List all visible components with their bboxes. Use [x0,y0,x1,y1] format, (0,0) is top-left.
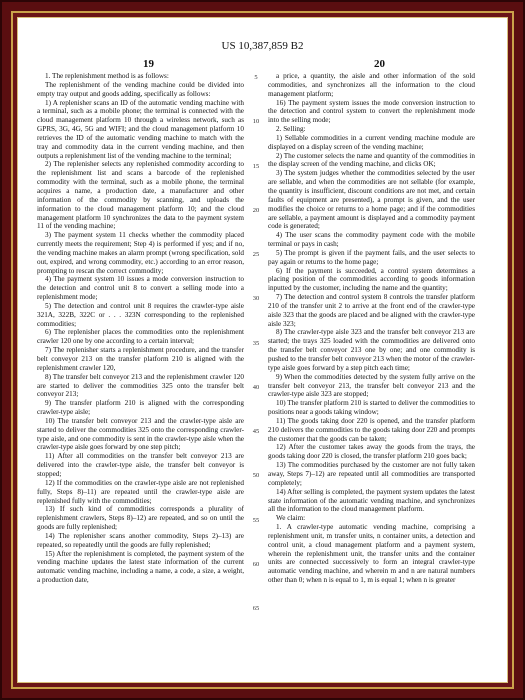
paragraph: 2) The replenisher selects any replenished commodity according to the replenishment list and scans a barcode of the replenished commodity with the terminal, such as a mobile phone, the terminal acquires a name, a production date, a manufacturer and other information of the commodity by scanning, and uploads the information to the cloud management platform 10; and the cloud management platform 10 synchronizes the data to the payment system 11 of the vending machine; [37,160,244,231]
paragraph: 6) The replenisher places the commodities onto the replenishment crawler 120 one by one according to a certain interval; [37,328,244,346]
paragraph: a price, a quantity, the aisle and other information of the sold commodities, and synchronizes all the information to the cloud management platform; [268,72,475,98]
paragraph: 6) If the payment is succeeded, a control system determines a placing position of the commodities according to goods information inputted by the customer, including the name and the quantity; [268,266,475,293]
paragraph: The replenishment of the vending machine could be divided into empty tray output and goods adding, specifically as follows: [37,80,244,98]
line-number: 20 [252,206,260,214]
line-number: 65 [252,605,260,612]
paragraph: 14) The replenisher scans another commodity, Steps 2)–13) are repeated, so repeatedly until the goods are fully replenished; [37,531,244,549]
paragraph: 12) After the customer takes away the goods from the trays, the goods taking door 220 is closed, the transfer platform 210 goes back; [268,443,475,461]
paragraph: 10) The transfer platform 210 is started to deliver the commodities to positions near a goods taking window; [268,399,475,417]
paragraph: 4) The payment system 10 issues a mode conversion instruction to the detection and control unit 8 to convert a selling mode into a replenishment mode; [37,275,244,302]
paragraph: 3) The system judges whether the commodities selected by the user are sellable, and when the commodities are not sellable (for example, the quantity is insufficient, discount conditions are not met, and certain faults of equipment are presented), a prompt is given, and the user modifies the choice or returns to a home page; and if the commodities are sellable, a payment amount is displayed and a commodity payment code is generated; [268,169,475,231]
paragraph: 2) The customer selects the name and quantity of the commodities in the display screen of the vending machine, and clicks OK; [268,151,475,169]
paragraph: 7) The detection and control system 8 controls the transfer platform 210 of the transfer unit 2 to arrive at the front end of the crawler-type aisle 323 that the goods are placed and be aligned with the crawler-type aisle 323; [268,293,475,328]
paragraph: 3) The payment system 11 checks whether the commodity placed currently meets the requirement; Step 4) is performed if yes; and if no, the vending machine makes an alarm prompt (wrong specification, sold out, expired, and wrong commodity, etc.) according to an error reason, prompting to rescan the correct commodity; [37,231,244,275]
paragraph: We claim: [276,514,306,523]
paragraph: 5) The prompt is given if the payment fails, and the user selects to pay again or returns to the home page; [268,248,475,266]
paragraph: 1. The replenishment method is as follows: [45,72,169,80]
patent-page [17,17,508,683]
paragraph: 5) The detection and control unit 8 requires the crawler-type aisle 321A, 322B, 322C or . . . 323N corresponding to the replenished commodities; [37,301,244,328]
paragraph: 1) Sellable commodities in a current vending machine module are displayed on a display screen of the vending machine; [268,133,475,151]
line-number: 15 [252,162,260,170]
line-number: 50 [252,472,260,480]
paragraph: 9) The transfer platform 210 is aligned with the corresponding crawler-type aisle; [37,399,244,417]
paragraph: 8) The transfer belt conveyor 213 and the replenishment crawler 120 are started to deliver the commodities 325 onto the transfer belt conveyor 213; [37,372,244,399]
paragraph: 15) After the replenishment is completed, the payment system of the vending machine updates the latest state information of the current automatic vending machine, including a name, a code, a size, a weight, a production date, [37,549,244,585]
line-number: 35 [252,339,260,347]
line-number-gutter [247,72,265,678]
paragraph: 16) The payment system issues the mode conversion instruction to the detection and control system to convert the replenishment mode into the selling mode; [268,98,475,125]
paragraph: 7) The replenisher starts a replenishment procedure, and the transfer belt conveyor 213 on the transfer platform 210 is aligned with the replenishment crawler 120, [37,346,244,372]
line-number: 25 [252,251,260,258]
paragraph: 14) After selling is completed, the payment system updates the latest state information of the automatic vending machine, and synchronizes all the information to the cloud management platform. [268,487,475,514]
text-column-right [268,72,475,678]
paragraph: 1) A replenisher scans an ID of the automatic vending machine with a terminal, such as a mobile phone; the terminal is connected with the cloud management platform 10 through a wireless network, such as GPRS, 3G, 4G, 5G and WIFI; and the cloud management platform 10 retrieves the ID of the automatic vending machine to match with the tray and commodity data in the current vending machine, and then outputs a replenishment list of the vending machine to the terminal; [37,98,244,160]
line-number: 60 [252,560,260,568]
paragraph: 4) The user scans the commodity payment code with the mobile terminal or pays in cash; [268,231,475,249]
paragraph: 11) After all commodities on the transfer belt conveyor 213 are delivered into the crawler-type aisle, the transfer belt conveyor is stopped; [37,452,244,478]
paragraph: 11) The goods taking door 220 is opened, and the transfer platform 210 delivers the commodities to the goods taking door 220 and prompts the customer that the goods can be taken; [268,416,475,443]
paragraph: 8) The crawler-type aisle 323 and the transfer belt conveyor 213 are started; the trays 325 loaded with the commodities are delivered onto the transfer belt conveyor 213 one by one; and one commodity is pushed to the transfer belt conveyor 213 when the motor of the crawler-type aisle goes forward by a step pitch each time; [268,328,475,372]
line-number: 55 [252,516,260,524]
line-number: 10 [252,118,260,126]
line-number: 45 [252,428,260,435]
paragraph: 12) If the commodities on the crawler-type aisle are not replenished fully, Steps 8)–11) are repeated until the crawler-type aisle are replenished fully with the commodities; [37,478,244,505]
line-number: 30 [252,295,260,303]
patent-number: US 10,387,859 B2 [221,40,304,52]
paragraph: 9) When the commodities detected by the system fully arrive on the transfer belt conveyor 213, the transfer belt conveyor 213 and the crawler-type aisle 323 are stopped; [268,372,475,399]
column-number-right: 20 [374,58,385,70]
line-number: 40 [252,383,260,391]
paragraph: 1. A crawler-type automatic vending machine, comprising a replenishment unit, m transfer units, n container units, a detection and control unit, a cloud management platform and a payment system, wherein the replenishment unit, the transfer units and the container units are connected successively to form an integral crawler-type automatic vending machine, and wherein m and n are natural numbers other than 0; when n is equal to 1, m is equal 1; when n is greater [268,523,475,585]
paragraph: 13) The commodities purchased by the customer are not fully taken away, Steps 7)–12) are repeated until all commodities are transported completely; [268,461,475,487]
column-number-left: 19 [143,58,154,70]
line-number: 5 [254,74,258,81]
paragraph: 10) The transfer belt conveyor 213 and the crawler-type aisle are started to deliver the commodities 325 onto the corresponding crawler-type aisle, and one commodity is sent in the crawler-type aisle when the crawler-type aisle goes forward by one step pitch; [37,416,244,452]
paragraph: 2. Selling: [276,125,306,134]
text-column-left [37,72,244,678]
paragraph: 13) If such kind of commodities corresponds a plurality of replenishment crawlers, Steps 8)–12) are repeated, and so on until the goods are fully replenished; [37,505,244,532]
